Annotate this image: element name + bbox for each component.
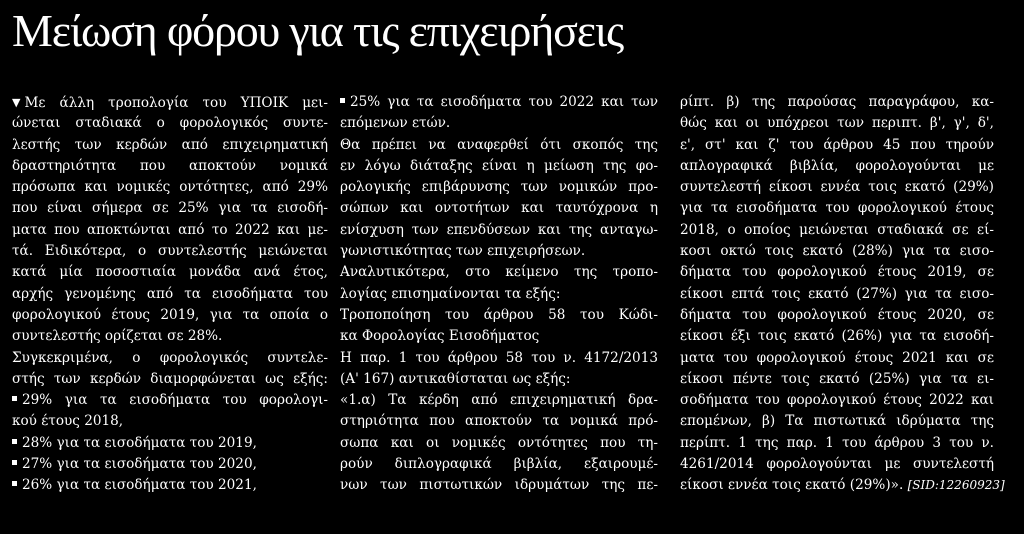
text-line: κού έτους 2018, bbox=[12, 413, 124, 430]
list-item: 26% για τα εισοδήματα του 2021, bbox=[12, 475, 328, 496]
text-line: δήματα του φορολογικού έτους 2019, σε bbox=[680, 264, 994, 281]
text-line: ώνεται σταδιακά ο φορολογικός συντε- bbox=[12, 115, 328, 132]
text-line: Τροποποίηση του άρθρου 58 του Κώδι- bbox=[340, 306, 658, 323]
text-line: ρολογικής επιβάρυνσης των νομικών προ- bbox=[340, 179, 658, 196]
text-line: συντελεστή είκοσι εννέα τοις εκατό (29%) bbox=[680, 179, 994, 196]
text-line: νων των πιστωτικών ιδρυμάτων της πε- bbox=[340, 477, 658, 494]
square-bullet-icon bbox=[12, 396, 17, 401]
text-line: θώς και οι υπόχρεοι των περιπτ. β', γ', δ', bbox=[680, 115, 994, 132]
sid-reference: [SID:12260923] bbox=[907, 478, 1005, 493]
article-headline: Μείωση φόρου για τις επιχειρήσεις bbox=[12, 5, 624, 56]
text-line: Η παρ. 1 του άρθρου 58 του ν. 4172/2013 bbox=[340, 349, 658, 366]
text-line: επομένων, β) Τα πιστωτικά ιδρύματα της bbox=[680, 413, 994, 430]
text-line: ▼ Με άλλη τροπολογία του ΥΠΟΙΚ μει- bbox=[12, 92, 328, 113]
text-line: είκοσι έξι τοις εκατό (26%) για τα εισοδή- bbox=[680, 328, 994, 345]
text-line: σωπα και οι νομικές οντότητες που τη- bbox=[340, 434, 658, 451]
article-column-2 bbox=[340, 92, 658, 497]
text-line: Θα πρέπει να αναφερθεί ότι σκοπός της bbox=[340, 136, 658, 153]
text-line: αρχής γενομένης από τα εισοδήματα του bbox=[12, 285, 328, 302]
text-line: κατά μία ποσοστιαία μονάδα ανά έτος, bbox=[12, 264, 328, 281]
triangle-bullet-icon: ▼ bbox=[12, 96, 21, 109]
text-line: εν λόγω διάταξης είναι η μείωση της φο- bbox=[340, 157, 658, 174]
square-bullet-icon bbox=[12, 481, 17, 486]
text-line: 2018, ο οποίος μειώνεται σταδιακά σε εί- bbox=[680, 221, 994, 238]
article-column-3 bbox=[680, 92, 1005, 497]
list-item: 28% για τα εισοδήματα του 2019, bbox=[12, 433, 328, 454]
text-line bbox=[680, 475, 1005, 496]
text-line: για τα εισοδήματα του φορολογικού έτους bbox=[680, 200, 994, 217]
text-line: κα Φορολογίας Εισοδήματος bbox=[340, 328, 540, 345]
text-line: Αναλυτικότερα, στο κείμενο της τροπο- bbox=[340, 264, 658, 281]
text-line: ματα που αποκτώνται από το 2022 και με- bbox=[12, 221, 328, 238]
text-line: Συγκεκριμένα, ο φορολογικός συντελε- bbox=[12, 349, 328, 366]
text-line: γωνιστικότητας των επιχειρήσεων. bbox=[340, 243, 586, 260]
text-line: φορολογικού έτους 2019, για τα οποία ο bbox=[12, 306, 328, 323]
text-line: που είναι σήμερα σε 25% για τα εισοδή- bbox=[12, 200, 328, 217]
list-item: 25% για τα εισοδήματα του 2022 και των bbox=[340, 92, 658, 113]
text-line: δήματα του φορολογικού έτους 2020, σε bbox=[680, 306, 994, 323]
text-line: πρόσωπα και νομικές οντότητες, από 29% bbox=[12, 179, 328, 196]
list-item: 29% για τα εισοδήματα του φορολογι- bbox=[12, 390, 328, 411]
text-line: στηριότητα που αποκτούν τα νομικά πρό- bbox=[340, 413, 658, 430]
text-line: λογίας επισημαίνονται τα εξής: bbox=[340, 285, 561, 302]
text-line: συντελεστής ορίζεται σε 28%. bbox=[12, 328, 223, 345]
text-line: είκοσι επτά τοις εκατό (27%) για τα εισο- bbox=[680, 285, 994, 302]
text-line: δραστηριότητα που αποκτούν νομικά bbox=[12, 157, 328, 174]
text-line: τά. Ειδικότερα, ο συντελεστής μειώνεται bbox=[12, 243, 328, 260]
square-bullet-icon bbox=[340, 98, 345, 103]
text-line: «1.α) Τα κέρδη από επιχειρηματική δρα- bbox=[340, 392, 658, 409]
text-line: σοδήματα του φορολογικού έτους 2022 και bbox=[680, 392, 994, 409]
article-column-1 bbox=[12, 92, 328, 497]
text-line: ρίπτ. β) της παρούσας παραγράφου, κα- bbox=[680, 94, 994, 110]
text-line: επόμενων ετών. bbox=[340, 115, 451, 132]
text-line: σώπων και οντοτήτων και ταυτόχρονα η bbox=[340, 200, 658, 217]
text-line: ρούν διπλογραφικά βιβλία, εξαιρουμέ- bbox=[340, 456, 658, 473]
text-line: είκοσι πέντε τοις εκατό (25%) για τα ει- bbox=[680, 370, 994, 387]
text-line: απλογραφικά βιβλία, φορολογούνται με bbox=[680, 157, 994, 174]
text-line: στής των κερδών διαμορφώνεται ως εξής: bbox=[12, 370, 328, 387]
text-line: ε', στ' και ζ' του άρθρου 45 που τηρούν bbox=[680, 136, 994, 153]
text-line: ματα του φορολογικού έτους 2021 και σε bbox=[680, 349, 994, 366]
text-line: ενίσχυση των επενδύσεων και της ανταγω- bbox=[340, 221, 658, 238]
text-line: κοσι οκτώ τοις εκατό (28%) για τα εισο- bbox=[680, 243, 994, 260]
square-bullet-icon bbox=[12, 460, 17, 465]
text-line: περίπτ. 1 της παρ. 1 του άρθρου 3 του ν. bbox=[680, 434, 994, 451]
square-bullet-icon bbox=[12, 439, 17, 444]
text-line: λεστής των κερδών από επιχειρηματική bbox=[12, 136, 328, 153]
text-line: (Α' 167) αντικαθίσταται ως εξής: bbox=[340, 370, 571, 387]
list-item: 27% για τα εισοδήματα του 2020, bbox=[12, 454, 328, 475]
closing-text: είκοσι εννέα τοις εκατό (29%)». bbox=[680, 477, 904, 494]
text-line: 4261/2014 φορολογούνται με συντελεστή bbox=[680, 456, 994, 473]
